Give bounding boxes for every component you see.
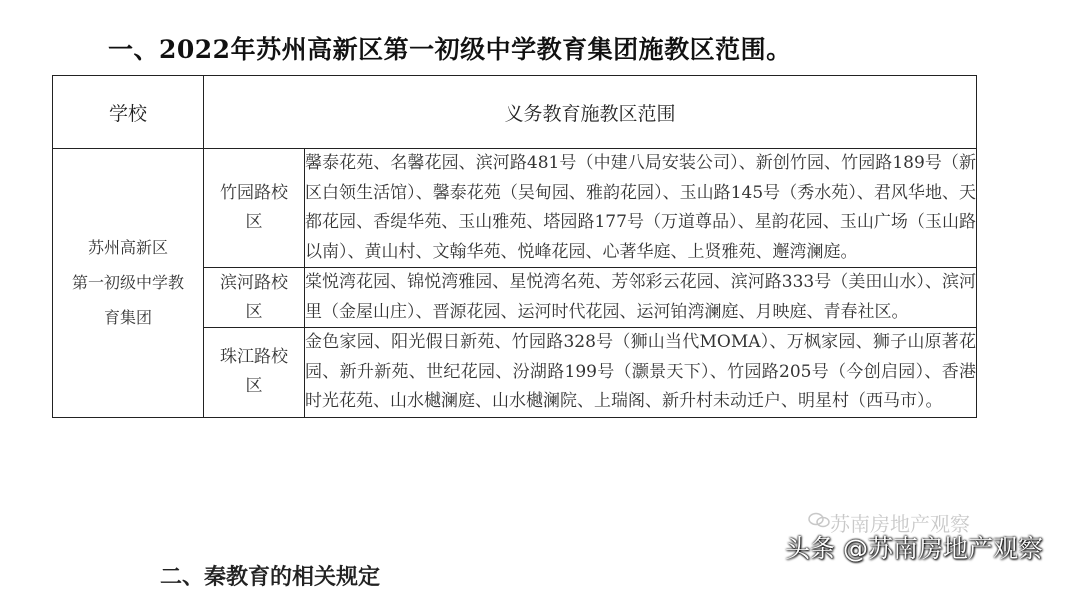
table-row: [53, 149, 977, 268]
campus-name-cell: [204, 328, 305, 418]
campus-name-line: 区: [245, 212, 263, 232]
school-group-line: 第一初级中学教: [71, 273, 184, 293]
campus-name-cell: [204, 149, 305, 268]
watermark: 头条 @苏南房地产观察: [785, 534, 1043, 563]
campus-name-cell: [204, 268, 305, 328]
campus-scope-cell: 金色家园、阳光假日新苑、竹园路328号（狮山当代MOMA）、万枫家园、狮子山原著花园、新升新苑、世纪花园、汾湖路199号（灏景天下）、竹园路205号（今创启园）、香港时光花苑、山水樾澜庭、山水樾澜院、上瑞阁、新升村未动迁户、明星村（西马市）。: [305, 328, 977, 418]
watermark-faded: 苏南房地产观察: [830, 512, 970, 536]
campus-scope-cell: 馨泰花苑、名馨花园、滨河路481号（中建八局安装公司）、新创竹园、竹园路189号（新区白领生活馆）、馨泰花苑（吴甸园、雅韵花园）、玉山路145号（秀水苑）、君风华地、天都花园、香缇华苑、玉山雅苑、塔园路177号（万道尊品）、星韵花园、玉山广场（玉山路以南）、黄山村、文翰华苑、悦峰花园、心著华庭、上贤雅苑、邂湾澜庭。: [305, 149, 977, 268]
campus-name-line: 滨河路校: [220, 272, 288, 293]
campus-name-line: 区: [245, 376, 263, 397]
school-district-table: [52, 75, 977, 418]
campus-name-line: 珠江路校: [220, 347, 288, 368]
wechat-icon: [808, 512, 830, 528]
campus-name-line: 竹园路校: [220, 183, 288, 203]
header-school: 学校: [53, 76, 204, 149]
next-section-heading: 二、秦教育的相关规定: [160, 564, 381, 590]
school-group-cell: [53, 149, 204, 418]
table-header-row: [53, 76, 977, 149]
campus-scope-cell: 棠悦湾花园、锦悦湾雅园、星悦湾名苑、芳邻彩云花园、滨河路333号（美田山水）、滨河里（金屋山庄）、晋源花园、运河时代花园、运河铂湾澜庭、月映庭、青春社区。: [305, 268, 977, 328]
campus-name-line: 区: [245, 301, 263, 322]
school-group-line: 苏州高新区: [87, 238, 168, 258]
school-group-line: 育集团: [103, 308, 152, 328]
section-heading: 一、2022年苏州高新区第一初级中学教育集团施教区范围。: [108, 35, 792, 64]
header-scope: 义务教育施教区范围: [204, 76, 977, 149]
